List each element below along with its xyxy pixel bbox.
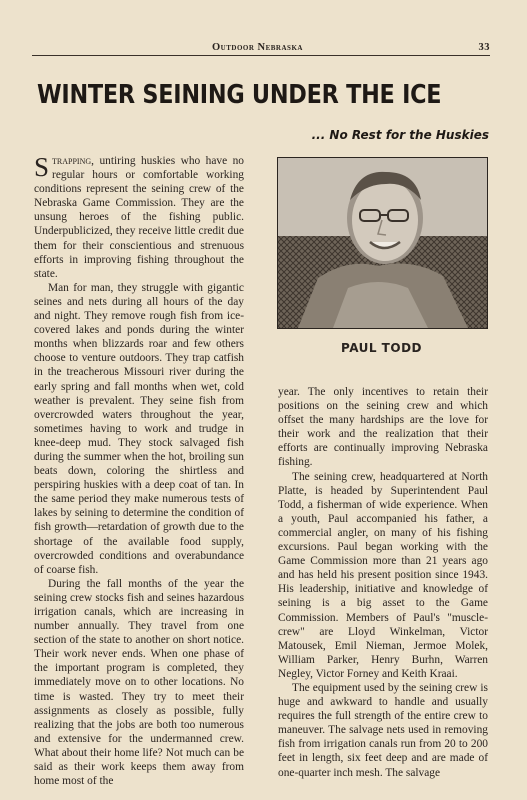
paragraph: During the fall months of the year the seining crew stocks fish and seines hazardous irrigation canals, which are increasing in number annually. They travel from one section of the state to another on short notice. Their work never ends. When one phase of the important program is completed, they immediately move on to other locations. No time is wasted. They try to meet their assignments as closely as possible, fully realizing that the jobs are both too numerous and extensive for the undermanned crew. What about their home life? Not much can be said as their work keeps them away from home most of the — [34, 577, 244, 788]
article-subtitle: ... No Rest for the Huskies — [311, 128, 489, 142]
paragraph: The seining crew, headquartered at North Platte, is headed by Superintendent Paul Todd, a fisherman of wide experience. When a youth, Paul accompanied his father, a commercial angler, on many of his fishing excursions. Paul began working with the Game Commission more than 21 years ago and has held his present position since 1943. His leadership, initiative and knowledge of seining is a big asset to the Game Commission. Members of Paul's "muscle-crew" are Lloyd Winkelman, Victor Matousek, Emil Nieman, Jermoe Molek, William Parker, Henry Burhn, Warren Negley, Victor Forney and Keith Kraai. — [278, 470, 488, 680]
paragraph: Man for man, they struggle with gigantic seines and nets during all hours of the day and night. They remove rough fish from ice-covered lakes and ponds during the winter months when blizzards roar and few others choose to venture outdoors. They trap catfish in the treacherous Missouri river during the early spring and fall months when wet, cold weather is prevalent. They seine fish from overcrowded waters throughout the year, sometimes having to work and trudge in knee-deep mud. They stock salvaged fish during the summer when the hot, broiling sun beats down, coloring the shirtless and perspiring huskies with a deep coat of tan. In the same period they make numerous tests of lakes by seining to determine the condition of fish growth—retardation of growth due to the shortage of the available food supply, overcrowded conditions and overabundance of coarse fish. — [34, 281, 244, 576]
column-left — [34, 154, 244, 788]
article-title: WINTER SEINING UNDER THE ICE — [37, 80, 442, 110]
paragraph: The equipment used by the seining crew is huge and awkward to handle and usually requires the full strength of the entire crew to maneuver. The salvage nets used in removing fish from irrigation canals run from 20 to 200 feet in length, six feet deep and are made of one-quarter inch mesh. The salvage — [278, 681, 488, 779]
page-number: 33 — [478, 42, 490, 53]
header-rule — [32, 55, 490, 56]
paragraph-text: untiring huskies who have no regular hours or comfortable working conditions represent the seining crew of the Nebraska Game Commission. They are the unsung heroes of the fishing public. Underpublicized, they receive little credit due them for their conscientious and strenuous efforts in improving fishing throughout the state. — [34, 155, 244, 280]
paragraph: year. The only incentives to retain their positions on the seining crew and which offset the many hardships are the love for their work and the realization that their efforts are continually improving Nebraska fishing. — [278, 386, 488, 469]
portrait-photo — [277, 157, 488, 329]
running-title: Outdoor Nebraska — [212, 42, 303, 53]
drop-cap: S — [34, 152, 50, 182]
lead-word: trapping, — [52, 155, 94, 167]
portrait-image — [278, 158, 487, 328]
photo-caption: PAUL TODD — [341, 341, 422, 355]
column-right — [278, 385, 488, 780]
paragraph — [34, 154, 244, 281]
